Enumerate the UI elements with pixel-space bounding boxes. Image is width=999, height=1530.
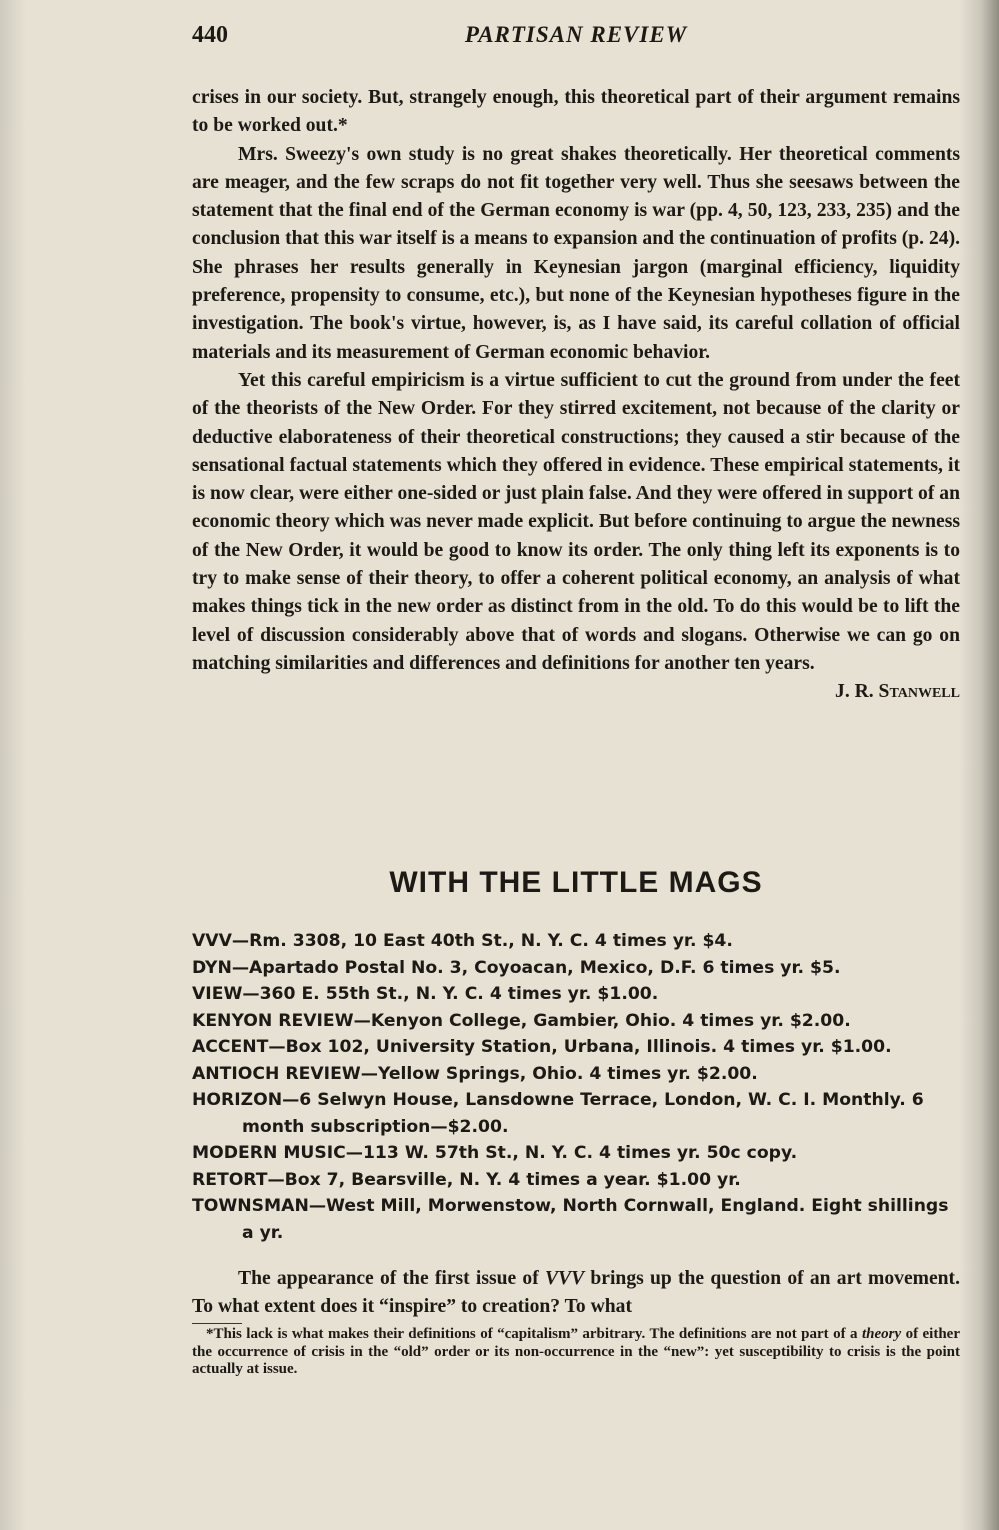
list-item: RETORT—Box 7, Bearsville, N. Y. 4 times a year. $1.00 yr. — [192, 1169, 741, 1190]
journal-title: PARTISAN REVIEW — [464, 22, 688, 47]
paragraph: Mrs. Sweezy's own study is no great shakes theoretically. Her theoretical comments are meager, and the few scraps do not fit together very well. Thus she seesaws between the statement that the final end of the German economy is war (pp. 4, 50, 123, 233, 235) and the conclusion that this war itself is a means to expansion and the continuation of profits (p. 24). She phrases her results generally in Keynesian jargon (marginal efficiency, liquidity preference, propensity to consume, etc.), but none of the Keynesian hypotheses figure in the investigation. The book's virtue, however, is, as I have said, its careful collation of official materials and its measurement of German economic behavior. — [192, 143, 960, 363]
footnote-italic: theory — [861, 1326, 902, 1342]
footnote-divider — [192, 1323, 242, 1324]
section-heading: WITH THE LITTLE MAGS — [389, 866, 763, 899]
magazine-list — [192, 928, 960, 1246]
list-item: HORIZON—6 Selwyn House, Lansdowne Terrace, London, W. C. I. Monthly. 6 month subscription—$2.00. — [192, 1090, 924, 1137]
footnote-text-start: *This lack is what makes their definitions of “capitalism” arbitrary. The definitions are not part of a — [206, 1326, 862, 1342]
list-item: VVV—Rm. 3308, 10 East 40th St., N. Y. C. 4 times yr. $4. — [192, 931, 733, 951]
author-signature: J. R. Stanwell — [835, 681, 960, 703]
list-item: VIEW—360 E. 55th St., N. Y. C. 4 times yr. $1.00. — [192, 984, 659, 1004]
footnote — [192, 1326, 960, 1379]
running-header — [192, 22, 960, 54]
review-body — [192, 84, 960, 707]
paragraph: Yet this careful empiricism is a virtue sufficient to cut the ground from under the feet of the theorists of the New Order. For they stirred excitement, not because of the clarity or deductive elaborateness of their theoretical constructions; they caused a stir because of the sensational factual statements which they offered in evidence. These empirical statements, it is now clear, were either one-sided or just plain false. And they were offered in support of an economic theory which was never made explicit. But before continuing to argue the newness of the New Order, it would be good to know its order. The only thing left its exponents is to try to make sense of their theory, to offer a coherent political economy, an analysis of what makes things tick in the new order as distinct from in the old. To do this would be to lift the level of discussion considerably above that of words and slogans. Otherwise we can go on matching similarities and differences and definitions for another ten years. — [192, 369, 960, 674]
list-item: ACCENT—Box 102, University Station, Urbana, Illinois. 4 times yr. $1.00. — [192, 1037, 892, 1057]
footnote-text-end: of either the occurrence of crisis in the “old” order or its non-occurrence in the “new”: yet susceptibility to crisis is the point actually at issue. — [192, 1326, 960, 1377]
closing-text-end: brings up the question of an art movement. To what extent does it “inspire” to creation? To what — [192, 1268, 960, 1318]
magazine-title-italic: VVV — [544, 1268, 585, 1289]
list-item: MODERN MUSIC—113 W. 57th St., N. Y. C. 4 times yr. 50c copy. — [192, 1143, 798, 1163]
closing-paragraph — [192, 1265, 960, 1322]
paragraph: crises in our society. But, strangely enough, this theoretical part of their argument remains to be worked out.* — [192, 87, 960, 137]
list-item: KENYON REVIEW—Kenyon College, Gambier, Ohio. 4 times yr. $2.00. — [192, 1010, 851, 1031]
list-item: TOWNSMAN—West Mill, Morwenstow, North Cornwall, England. Eight shillings a yr. — [192, 1196, 949, 1243]
closing-text-start: The appearance of the first issue of — [238, 1268, 545, 1289]
list-item: DYN—Apartado Postal No. 3, Coyoacan, Mexico, D.F. 6 times yr. $5. — [192, 957, 841, 978]
list-item: ANTIOCH REVIEW—Yellow Springs, Ohio. 4 times yr. $2.00. — [192, 1063, 758, 1084]
page-number: 440 — [192, 22, 228, 48]
